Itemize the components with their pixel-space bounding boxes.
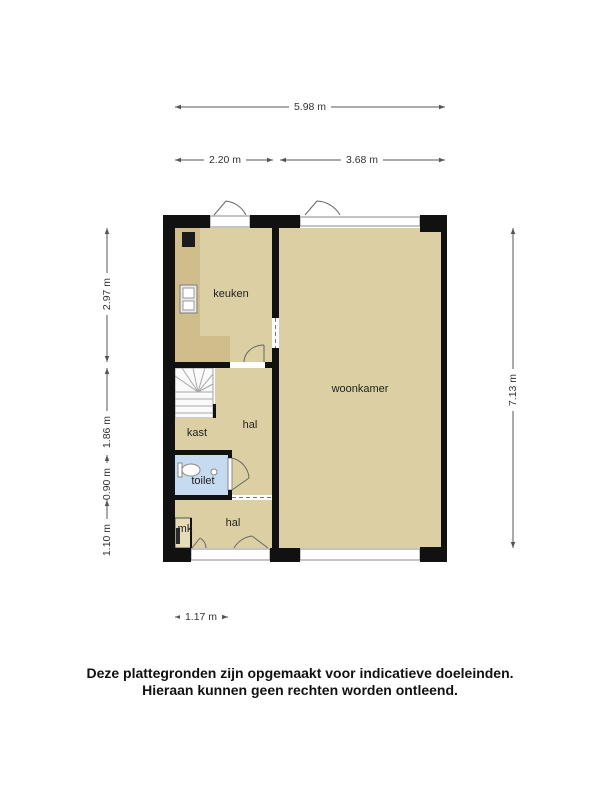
dimension-label: 2.20 m xyxy=(208,154,242,166)
toilet-tank xyxy=(178,463,182,477)
dimension-label: 7.13 m xyxy=(507,373,519,407)
dimension-right-section-width xyxy=(280,153,445,167)
room-label-meter-cupboard: mk xyxy=(177,523,193,535)
room-label-closet: kast xyxy=(186,427,208,439)
front-entrance-frame xyxy=(191,549,270,560)
wall-right xyxy=(441,215,447,562)
dimension-label: 3.68 m xyxy=(345,154,379,166)
wall-top-left xyxy=(163,215,210,228)
wall-kitchen-bottom-right xyxy=(265,362,272,368)
wall-bottom-right xyxy=(420,547,447,562)
dimension-label-group xyxy=(100,519,114,561)
wall-bottom-middle xyxy=(270,548,300,562)
room-label-hall-upper: hal xyxy=(242,419,258,431)
rear-door-swing xyxy=(214,201,246,215)
stair-outline xyxy=(175,368,213,418)
room-label-toilet: toilet xyxy=(191,475,215,487)
dimension-left-segment-4 xyxy=(100,500,114,561)
wall-bottom-left xyxy=(163,548,191,562)
dimension-total-depth xyxy=(506,228,520,548)
wall-toilet-top xyxy=(175,450,232,455)
dimension-label: 1.17 m xyxy=(184,611,218,623)
dimension-label: 2.97 m xyxy=(101,277,113,311)
rear-door-frame xyxy=(210,216,250,227)
dimension-left-section-width xyxy=(175,153,273,167)
dimension-left-segment-2 xyxy=(100,368,114,453)
wall-top-middle xyxy=(250,215,300,228)
dimension-total-width xyxy=(175,100,445,114)
disclaimer xyxy=(86,665,513,698)
dimension-label-group xyxy=(100,273,114,315)
wall-interior-lower xyxy=(272,348,279,548)
dimension-left-segment-3 xyxy=(100,455,114,505)
cooktop xyxy=(182,232,195,247)
wall-interior-upper xyxy=(272,228,279,318)
wall-left xyxy=(163,215,175,562)
rear-window xyxy=(300,217,420,226)
room-label-kitchen: keuken xyxy=(213,288,249,300)
room-label-living-room: woonkamer xyxy=(331,383,389,395)
dimension-label-group xyxy=(100,411,114,453)
wall-toilet-bottom xyxy=(175,495,232,500)
wall-toilet-right-top xyxy=(228,455,232,458)
kitchen-counter-bottom xyxy=(175,336,230,362)
dimension-label-group xyxy=(506,369,520,411)
dimension-label-group xyxy=(100,463,114,505)
dimension-label: 5.98 m xyxy=(293,101,327,113)
dimension-bottom-width xyxy=(175,610,228,624)
wall-stair-post xyxy=(213,404,216,418)
disclaimer-line-1: Deze plattegronden zijn opgemaakt voor indicatieve doeleinden. xyxy=(86,665,514,681)
sink-basin xyxy=(183,288,194,298)
dimension-label: 1.10 m xyxy=(101,523,113,557)
dimension-label: 0.90 m xyxy=(101,467,113,501)
disclaimer-line-2: Hieraan kunnen geen rechten worden ontleend. xyxy=(142,682,458,698)
staircase xyxy=(175,368,213,418)
wall-toilet-right-bottom xyxy=(228,490,232,495)
front-window xyxy=(300,549,420,560)
dimension-left-segment-1 xyxy=(100,228,114,362)
sink-basin xyxy=(183,301,194,310)
kitchen-sink xyxy=(180,285,197,313)
wall-kitchen-bottom-left xyxy=(175,362,230,368)
terrace-door-swing xyxy=(305,201,340,215)
dimension-label: 1.86 m xyxy=(101,415,113,449)
room-label-hall-lower: hal xyxy=(225,517,241,529)
toilet-door-frame xyxy=(228,458,232,490)
